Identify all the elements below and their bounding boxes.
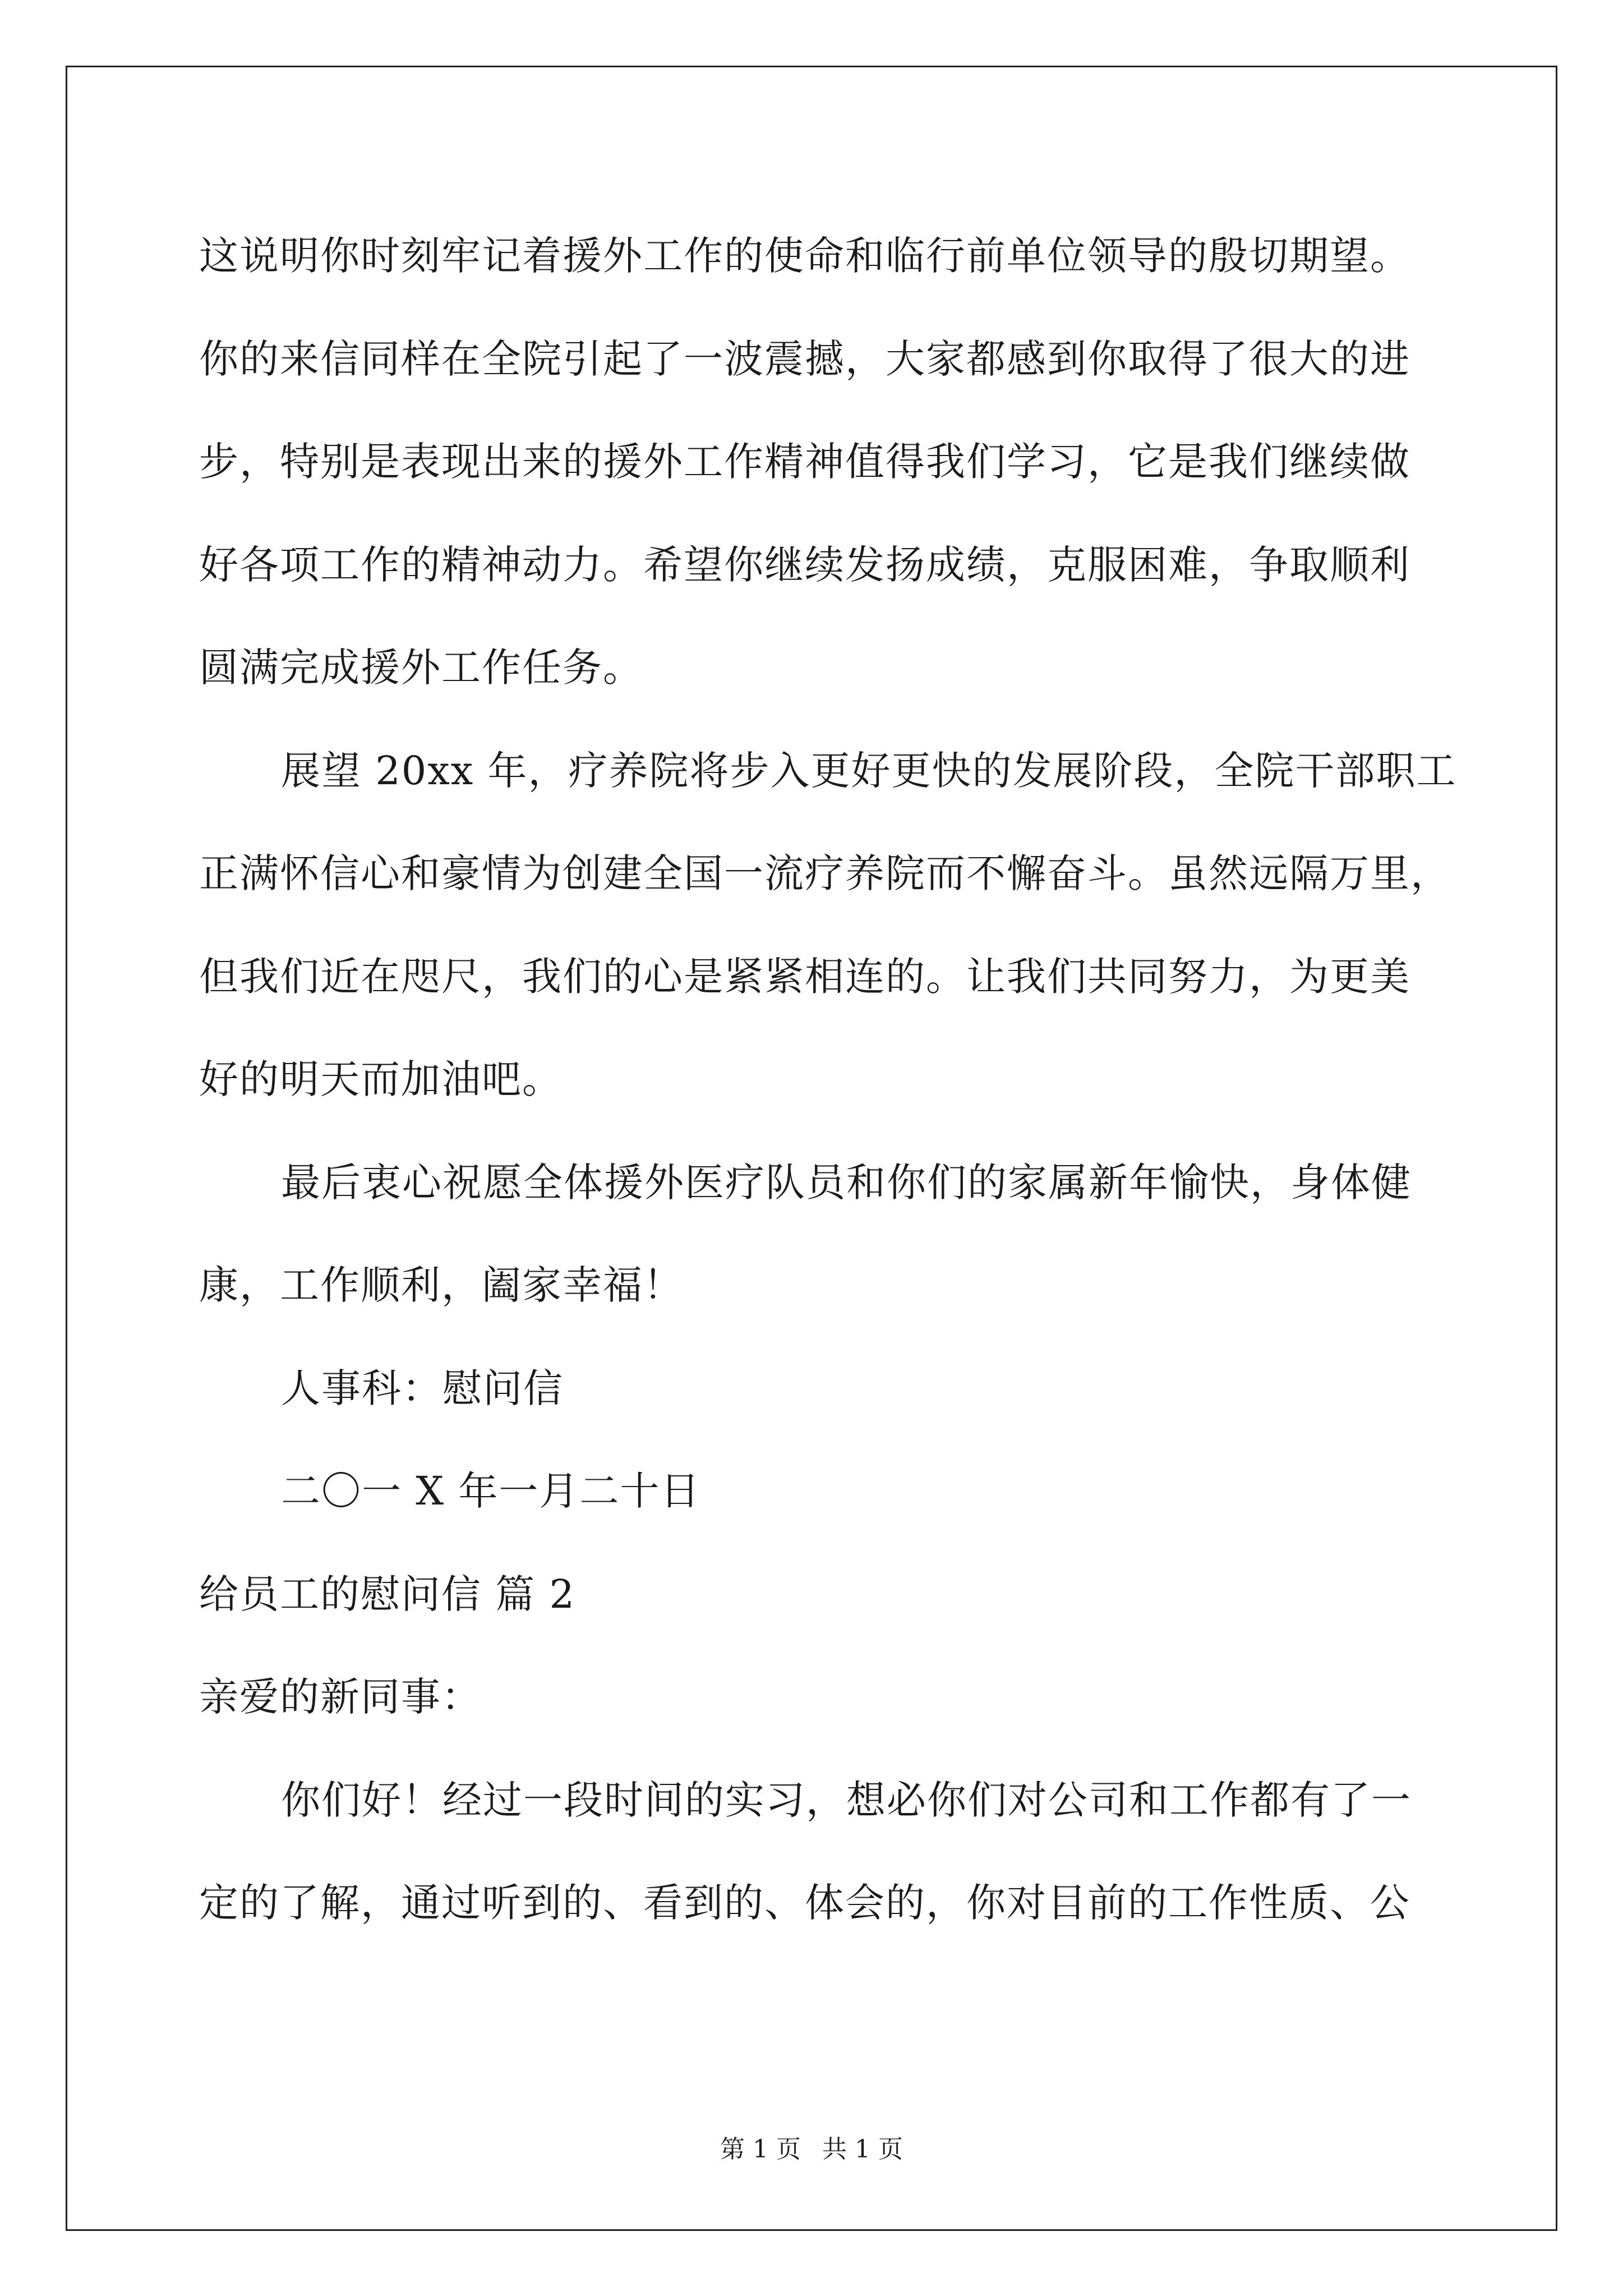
salutation: 亲爱的新同事： bbox=[199, 1674, 482, 1720]
text-line: 最后衷心祝愿全体援外医疗队员和你们的家属新年愉快，身体健 bbox=[281, 1159, 1412, 1205]
signature-department: 人事科：慰问信 bbox=[281, 1365, 564, 1411]
text-line: 康，工作顺利，阖家幸福！ bbox=[199, 1262, 684, 1308]
text-line: 好的明天而加油吧。 bbox=[199, 1056, 562, 1102]
page-number: 第 1 页 bbox=[720, 2135, 801, 2164]
text-line: 这说明你时刻牢记着援外工作的使命和临行前单位领导的殷切期望。 bbox=[199, 233, 1410, 279]
page-footer bbox=[0, 2129, 1623, 2165]
signature-date: 二〇一 X 年一月二十日 bbox=[281, 1468, 701, 1514]
text-line: 正满怀信心和豪情为创建全国一流疗养院而不懈奋斗。虽然远隔万里， bbox=[199, 850, 1451, 896]
text-line: 好各项工作的精神动力。希望你继续发扬成绩，克服困难，争取顺利 bbox=[199, 541, 1410, 588]
text-line: 步，特别是表现出来的援外工作精神值得我们学习，它是我们继续做 bbox=[199, 439, 1410, 485]
text-line: 但我们近在咫尺，我们的心是紧紧相连的。让我们共同努力，为更美 bbox=[199, 953, 1410, 1000]
document-body bbox=[199, 205, 1461, 1955]
section-heading: 给员工的慰问信 篇 2 bbox=[199, 1571, 576, 1617]
text-line: 你们好！经过一段时间的实习，想必你们对公司和工作都有了一 bbox=[281, 1777, 1412, 1823]
text-line: 展望 20xx 年，疗养院将步入更好更快的发展阶段，全院干部职工 bbox=[281, 747, 1457, 794]
text-line: 圆满完成援外工作任务。 bbox=[199, 645, 643, 691]
text-line: 你的来信同样在全院引起了一波震撼，大家都感到你取得了很大的进 bbox=[199, 335, 1410, 382]
text-line: 定的了解，通过听到的、看到的、体会的，你对目前的工作性质、公 bbox=[199, 1880, 1410, 1926]
page-total: 共 1 页 bbox=[822, 2135, 903, 2164]
